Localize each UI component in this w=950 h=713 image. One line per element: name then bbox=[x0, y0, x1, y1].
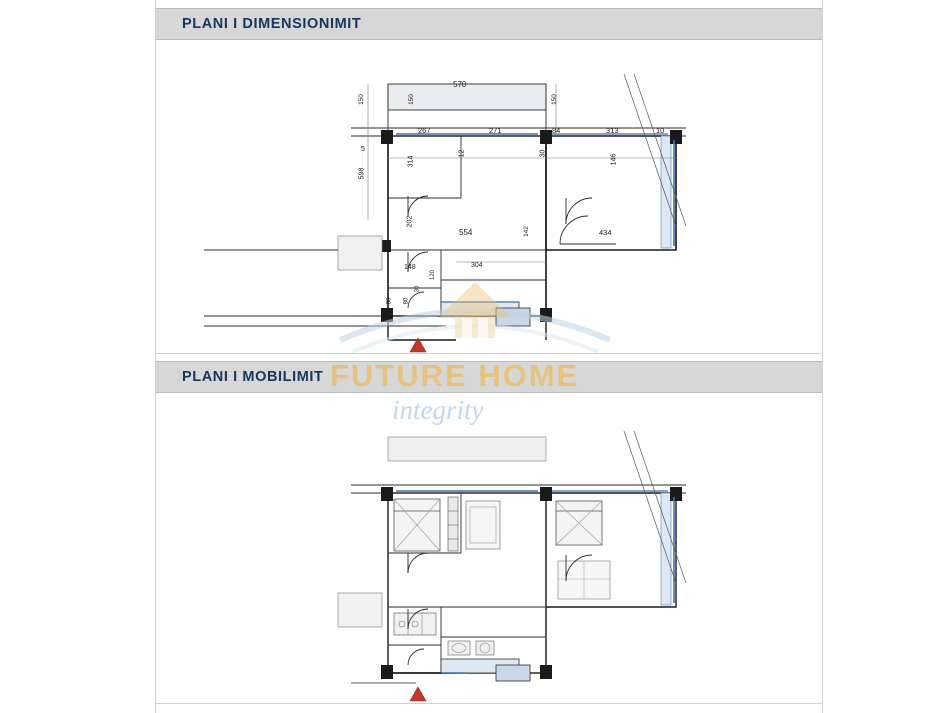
panel-dimensions bbox=[156, 8, 822, 352]
panel-furniture-header bbox=[156, 361, 822, 393]
dim-small-80: 80 bbox=[403, 297, 410, 305]
dimension-label-layer bbox=[156, 40, 822, 353]
dim-small-30b: 30 bbox=[414, 285, 421, 293]
dim-top-right-offset: 150 bbox=[550, 94, 558, 105]
panel-dimensions-title: PLANI I DIMENSIONIMIT bbox=[182, 16, 362, 32]
dim-small-304: 304 bbox=[471, 262, 483, 269]
dim-vertical-146: 146 bbox=[610, 153, 618, 166]
dim-small-148: 148 bbox=[404, 264, 416, 271]
dim-left-col-1: 5 bbox=[361, 146, 365, 153]
dim-row-a-4: 313 bbox=[606, 126, 619, 135]
panel-furniture bbox=[156, 361, 822, 701]
panel-divider-top bbox=[156, 353, 822, 354]
page-frame-right-rule bbox=[822, 0, 823, 713]
panel-furniture-body bbox=[156, 393, 822, 702]
dim-vertical-314: 314 bbox=[407, 155, 415, 168]
panel-furniture-title: PLANI I MOBILIMIT bbox=[182, 369, 324, 385]
dim-top-left-offset: 150 bbox=[357, 94, 365, 105]
dim-row-a-5: 10 bbox=[656, 126, 665, 135]
dim-vertical-12: 12 bbox=[458, 149, 466, 158]
dim-row-a-1: 267 bbox=[418, 126, 431, 135]
dim-vertical-202: 202 bbox=[406, 215, 414, 228]
dim-top-room-width: 570 bbox=[453, 80, 467, 89]
dim-row-a-2: 271 bbox=[489, 126, 502, 135]
watermark-sub-text: integrity bbox=[392, 395, 484, 425]
dim-span-554: 554 bbox=[459, 228, 473, 237]
dim-top-left-inner: 150 bbox=[407, 94, 415, 105]
dim-row-a-3: 84 bbox=[552, 126, 561, 135]
panel-dimensions-header bbox=[156, 8, 822, 40]
watermark-main-text: FUTURE HOME bbox=[330, 358, 580, 393]
floor-plan-furniture-drawing bbox=[156, 393, 822, 702]
dim-small-120: 120 bbox=[430, 269, 437, 281]
north-arrow-icon bbox=[410, 687, 426, 701]
dim-span-142: 142 bbox=[522, 226, 530, 237]
dim-span-434: 434 bbox=[599, 228, 612, 237]
panel-dimensions-body bbox=[156, 40, 822, 353]
dim-left-col-2: 598 bbox=[358, 167, 366, 180]
dim-small-86: 86 bbox=[386, 297, 393, 305]
panel-divider-bottom bbox=[156, 703, 822, 704]
dim-vertical-30: 30 bbox=[539, 149, 547, 158]
